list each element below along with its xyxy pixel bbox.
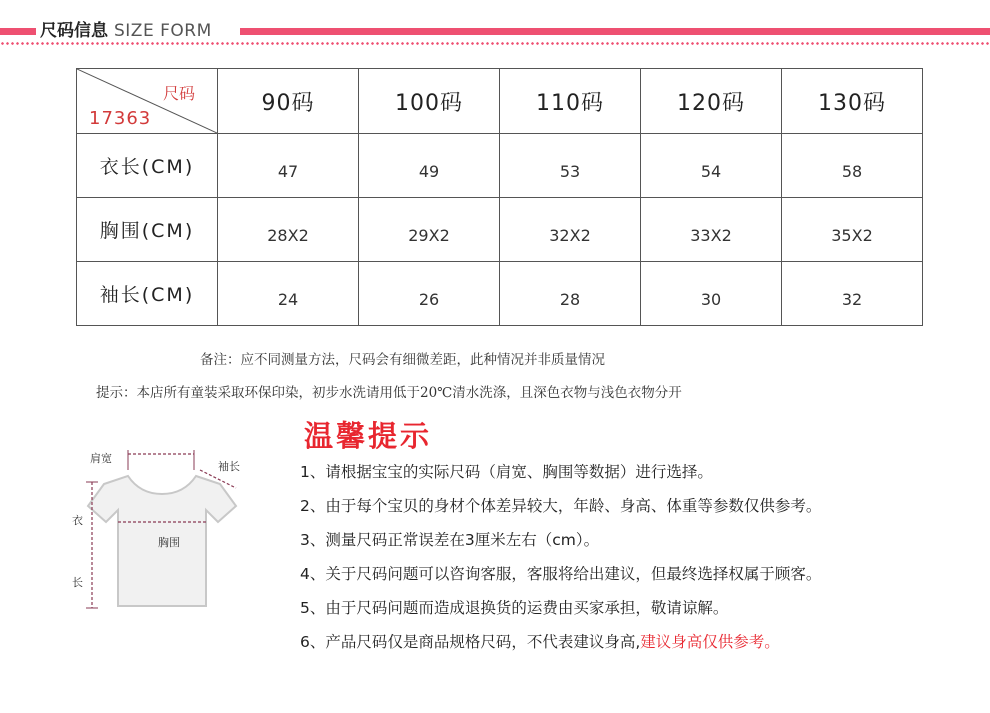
corner-item-number: 17363 bbox=[89, 108, 152, 129]
tip-item bbox=[300, 631, 821, 665]
length-label-1: 衣 bbox=[72, 514, 83, 527]
tip-item: 5、由于尺码问题而造成退换货的运费由买家承担，敬请谅解。 bbox=[300, 599, 729, 617]
header-dotted-line bbox=[0, 42, 990, 45]
row-label: 衣长(CM) bbox=[77, 134, 218, 198]
shoulder-label: 肩宽 bbox=[90, 452, 112, 465]
sleeve-label: 袖长 bbox=[218, 460, 240, 473]
table-cell: 26 bbox=[359, 262, 500, 326]
table-row bbox=[77, 198, 923, 262]
tip-item: 1、请根据宝宝的实际尺码（肩宽、胸围等数据）进行选择。 bbox=[300, 463, 713, 481]
tip-item: 4、关于尺码问题可以咨询客服，客服将给出建议，但最终选择权属于顾客。 bbox=[300, 565, 822, 583]
title-chinese: 尺码信息 bbox=[40, 21, 108, 41]
length-label-2: 长 bbox=[72, 576, 83, 589]
table-cell: 32X2 bbox=[500, 198, 641, 262]
hint-note: 提示：本店所有童装采取环保印染，初步水洗请用低于20℃清水洗涤，且深色衣物与浅色衣物分开 bbox=[96, 385, 682, 401]
remark-note: 备注：应不同测量方法，尺码会有细微差距，此种情况并非质量情况 bbox=[200, 352, 605, 368]
tip-item: 2、由于每个宝贝的身材个体差异较大，年龄、身高、体重等参数仅供参考。 bbox=[300, 497, 822, 515]
row-label: 胸围(CM) bbox=[77, 198, 218, 262]
tip-item: 3、测量尺码正常误差在3厘米左右（cm）。 bbox=[300, 531, 600, 549]
row-label: 袖长(CM) bbox=[77, 262, 218, 326]
table-row bbox=[77, 134, 923, 198]
section-title bbox=[40, 18, 212, 44]
table-row bbox=[77, 262, 923, 326]
tips-list bbox=[300, 461, 821, 665]
table-cell: 24 bbox=[218, 262, 359, 326]
table-cell: 53 bbox=[500, 134, 641, 198]
table-header-row bbox=[77, 69, 923, 134]
shirt-measure-diagram bbox=[66, 440, 266, 620]
header-bar-right bbox=[240, 28, 990, 35]
table-cell: 32 bbox=[782, 262, 923, 326]
tip-item-highlight: 建议身高仅供参考。 bbox=[640, 633, 780, 651]
size-header: 100码 bbox=[359, 69, 500, 134]
size-header: 120码 bbox=[641, 69, 782, 134]
title-english: SIZE FORM bbox=[114, 21, 212, 41]
size-header: 110码 bbox=[500, 69, 641, 134]
chest-label: 胸围 bbox=[158, 536, 180, 549]
section-header bbox=[0, 0, 990, 48]
size-header: 130码 bbox=[782, 69, 923, 134]
tips-title: 温馨提示 bbox=[304, 419, 433, 453]
table-cell: 30 bbox=[641, 262, 782, 326]
tip-item-text: 6、产品尺码仅是商品规格尺码，不代表建议身高, bbox=[300, 633, 641, 651]
table-cell: 28 bbox=[500, 262, 641, 326]
size-table bbox=[76, 68, 923, 326]
table-cell: 33X2 bbox=[641, 198, 782, 262]
corner-size-label: 尺码 bbox=[162, 84, 195, 103]
corner-cell bbox=[77, 69, 218, 134]
table-cell: 58 bbox=[782, 134, 923, 198]
table-cell: 28X2 bbox=[218, 198, 359, 262]
table-cell: 49 bbox=[359, 134, 500, 198]
table-cell: 35X2 bbox=[782, 198, 923, 262]
header-bar-left bbox=[0, 28, 36, 35]
size-header: 90码 bbox=[218, 69, 359, 134]
table-cell: 47 bbox=[218, 134, 359, 198]
table-cell: 54 bbox=[641, 134, 782, 198]
table-cell: 29X2 bbox=[359, 198, 500, 262]
